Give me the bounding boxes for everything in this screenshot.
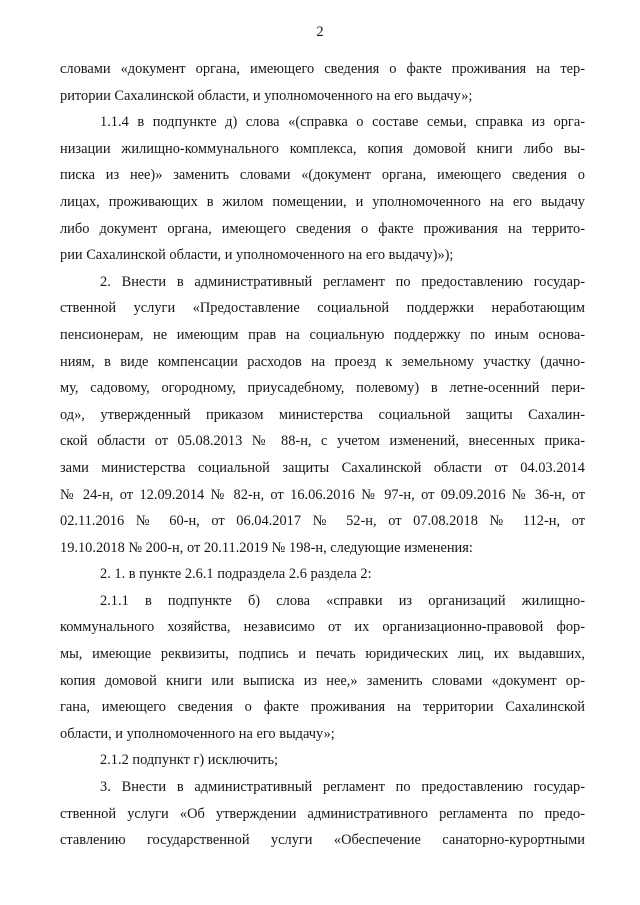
text-line: 1.1.4 в подпункте д) слова «(справка о составе семьи, справка из орга- [100,114,585,131]
text-line: гана, имеющего сведения о факте проживания на территории Сахалинской [60,699,585,716]
text-line: ской области от 05.08.2013 № 88-н, с учетом изменений, внесенных прика- [60,433,585,450]
text-line: 3. Внести в административный регламент по предоставлению государ- [100,779,585,796]
text-line: пенсионерам, не имеющим прав на социальную поддержку по иным основа- [60,326,585,343]
text-line: 2.1.2 подпункт г) исключить; [100,752,279,769]
text-line: № 24-н, от 12.09.2014 № 82-н, от 16.06.2016 № 97-н, от 09.09.2016 № 36-н, от [60,486,585,503]
page-number: 2 [316,24,324,40]
text-line: лицах, проживающих в жилом помещении, и уполномоченного на его выдачу [60,193,585,210]
text-line: области, и уполномоченного на его выдачу»; [60,725,335,742]
text-line: 2.1.1 в подпункте б) слова «справки из организаций жилищно- [100,592,585,609]
text-line: 2. Внести в административный регламент по предоставлению государ- [100,273,585,290]
text-line: ниям, в виде компенсации расходов на проезд к земельному участку (дачно- [60,353,585,370]
text-line: ственной услуги «Предоставление социальной поддержки неработающим [60,300,585,317]
text-line: писка из нее)» заменить словами «(документ органа, имеющего сведения о [60,167,585,184]
text-line: зами министерства социальной защиты Сахалинской области от 04.03.2014 [60,459,585,476]
text-line: од», утвержденный приказом министерства социальной защиты Сахалин- [60,406,585,423]
text-line: мы, имеющие реквизиты, подпись и печать юридических лиц, их выдавших, [60,646,585,663]
text-line: рии Сахалинской области, и уполномоченного на его выдачу)»); [60,247,454,264]
text-line: ственной услуги «Об утверждении административного регламента по предо- [60,805,585,822]
text-line: 19.10.2018 № 200-н, от 20.11.2019 № 198-н, следующие изменения: [60,539,473,556]
text-line: 02.11.2016 № 60-н, от 06.04.2017 № 52-н, от 07.08.2018 № 112-н, от [60,513,585,530]
document-body [60,56,585,854]
text-line: ставлению государственной услуги «Обеспечение санаторно-курортными [60,832,585,849]
text-line: копия домовой книги или выписка из нее,» заменить словами «документ ор- [60,672,585,689]
text-line: либо документ органа, имеющего сведения о факте проживания на террито- [60,220,585,237]
text-line: 2. 1. в пункте 2.6.1 подраздела 2.6 раздела 2: [100,566,372,583]
text-line: коммунального хозяйства, независимо от их организационно-правовой фор- [60,619,585,636]
text-line: ритории Сахалинской области, и уполномоченного на его выдачу»; [60,87,473,104]
text-line: словами «документ органа, имеющего сведения о факте проживания на тер- [60,61,585,77]
text-line: низации жилищно-коммунального комплекса, копия домовой книги либо вы- [60,140,585,157]
text-line: му, садовому, огородному, приусадебному, полевому) в летне-осенний пери- [60,380,585,397]
